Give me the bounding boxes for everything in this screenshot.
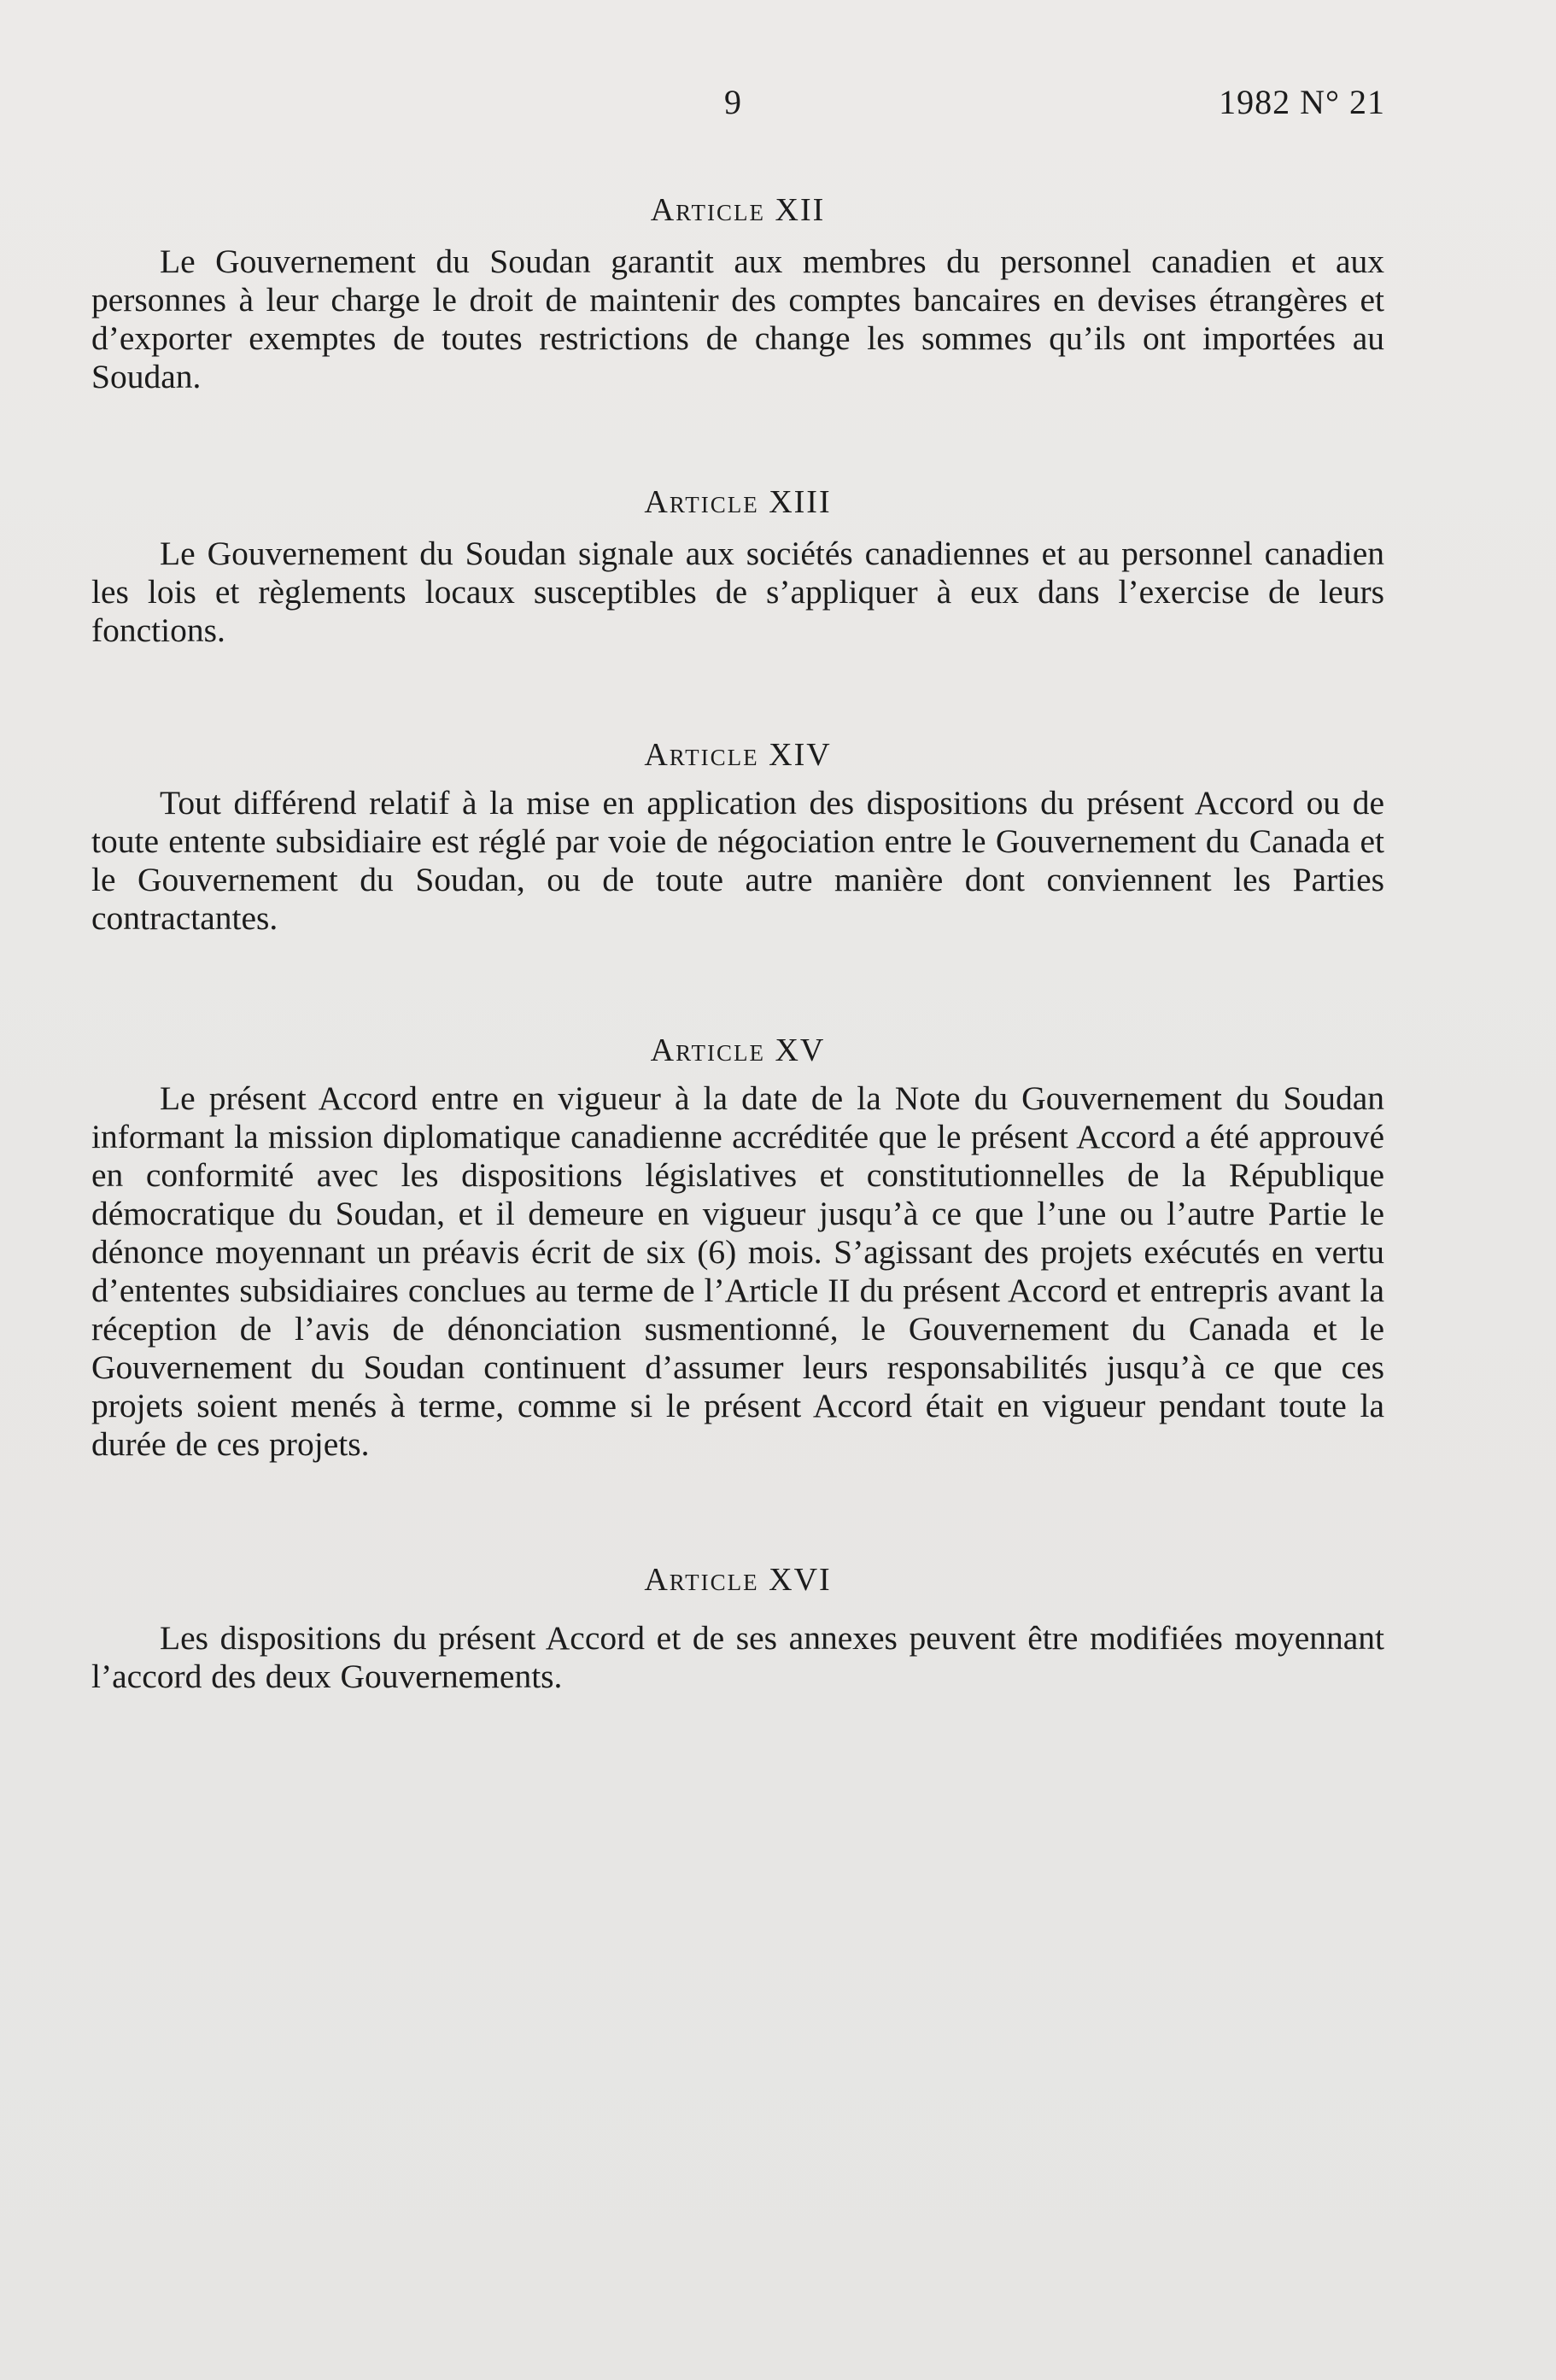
article-xiii bbox=[91, 483, 1384, 521]
article-body: Tout différend relatif à la mise en application des dispositions du présent Accord ou de toute entente subsidiaire est réglé par voie de négociation entre le Gouvernement du Canada et le Gouvernement du Soudan, ou de toute autre manière dont conviennent les Parties contractantes. bbox=[91, 784, 1384, 937]
article-heading: Article XII bbox=[650, 192, 826, 228]
article-xiii-body-wrap bbox=[91, 535, 1384, 650]
article-heading: Article XIV bbox=[644, 737, 832, 773]
article-xiv-body-wrap bbox=[91, 784, 1384, 938]
document-reference: 1982 N° 21 bbox=[1219, 83, 1385, 121]
article-xii bbox=[91, 191, 1384, 229]
article-xvi bbox=[91, 1561, 1384, 1599]
article-xvi-body-wrap bbox=[91, 1619, 1384, 1696]
article-body: Le Gouvernement du Soudan signale aux sociétés canadiennes et au personnel canadien les lois et règlements locaux susceptibles de s’appliquer à eux dans l’exercise de leurs fonctions. bbox=[91, 535, 1384, 649]
article-body: Le présent Accord entre en vigueur à la date de la Note du Gouvernement du Soudan informant la mission diplomatique canadienne accréditée que le présent Accord a été approuvé en conformité avec les dispositions législatives et constitutionnelles de la République démocratique du Soudan, et il demeure en vigueur jusqu’à ce que l’une ou l’autre Partie le dénonce moyennant un préavis écrit de six (6) mois. S’agissant des projets exécutés en vertu d’ententes subsidiaires conclues au terme de l’Article II du présent Accord et entrepris avant la réception de l’avis de dénonciation susmentionné, le Gouvernement du Canada et le Gouvernement du Soudan continuent d’assumer leurs responsabilités jusqu’à ce que ces projets soient menés à terme, comme si le présent Accord était en vigueur pendant toute la durée de ces projets. bbox=[91, 1079, 1384, 1463]
article-xv-body-wrap bbox=[91, 1079, 1384, 1464]
page-number: 9 bbox=[724, 83, 742, 121]
article-heading: Article XIII bbox=[644, 484, 832, 520]
article-body: Le Gouvernement du Soudan garantit aux membres du personnel canadien et aux personnes à leur charge le droit de maintenir des comptes bancaires en devises étrangères et d’exporter exemptes de toutes restrictions de change les sommes qu’ils ont importées au Soudan. bbox=[91, 243, 1384, 395]
article-xiv bbox=[91, 736, 1384, 774]
article-xv bbox=[91, 1032, 1384, 1069]
article-body: Les dispositions du présent Accord et de ses annexes peuvent être modifiées moyennant l’accord des deux Gouvernements. bbox=[91, 1619, 1384, 1695]
article-heading: Article XVI bbox=[644, 1562, 832, 1598]
article-xii-body-wrap bbox=[91, 243, 1384, 396]
article-heading: Article XV bbox=[650, 1032, 826, 1068]
